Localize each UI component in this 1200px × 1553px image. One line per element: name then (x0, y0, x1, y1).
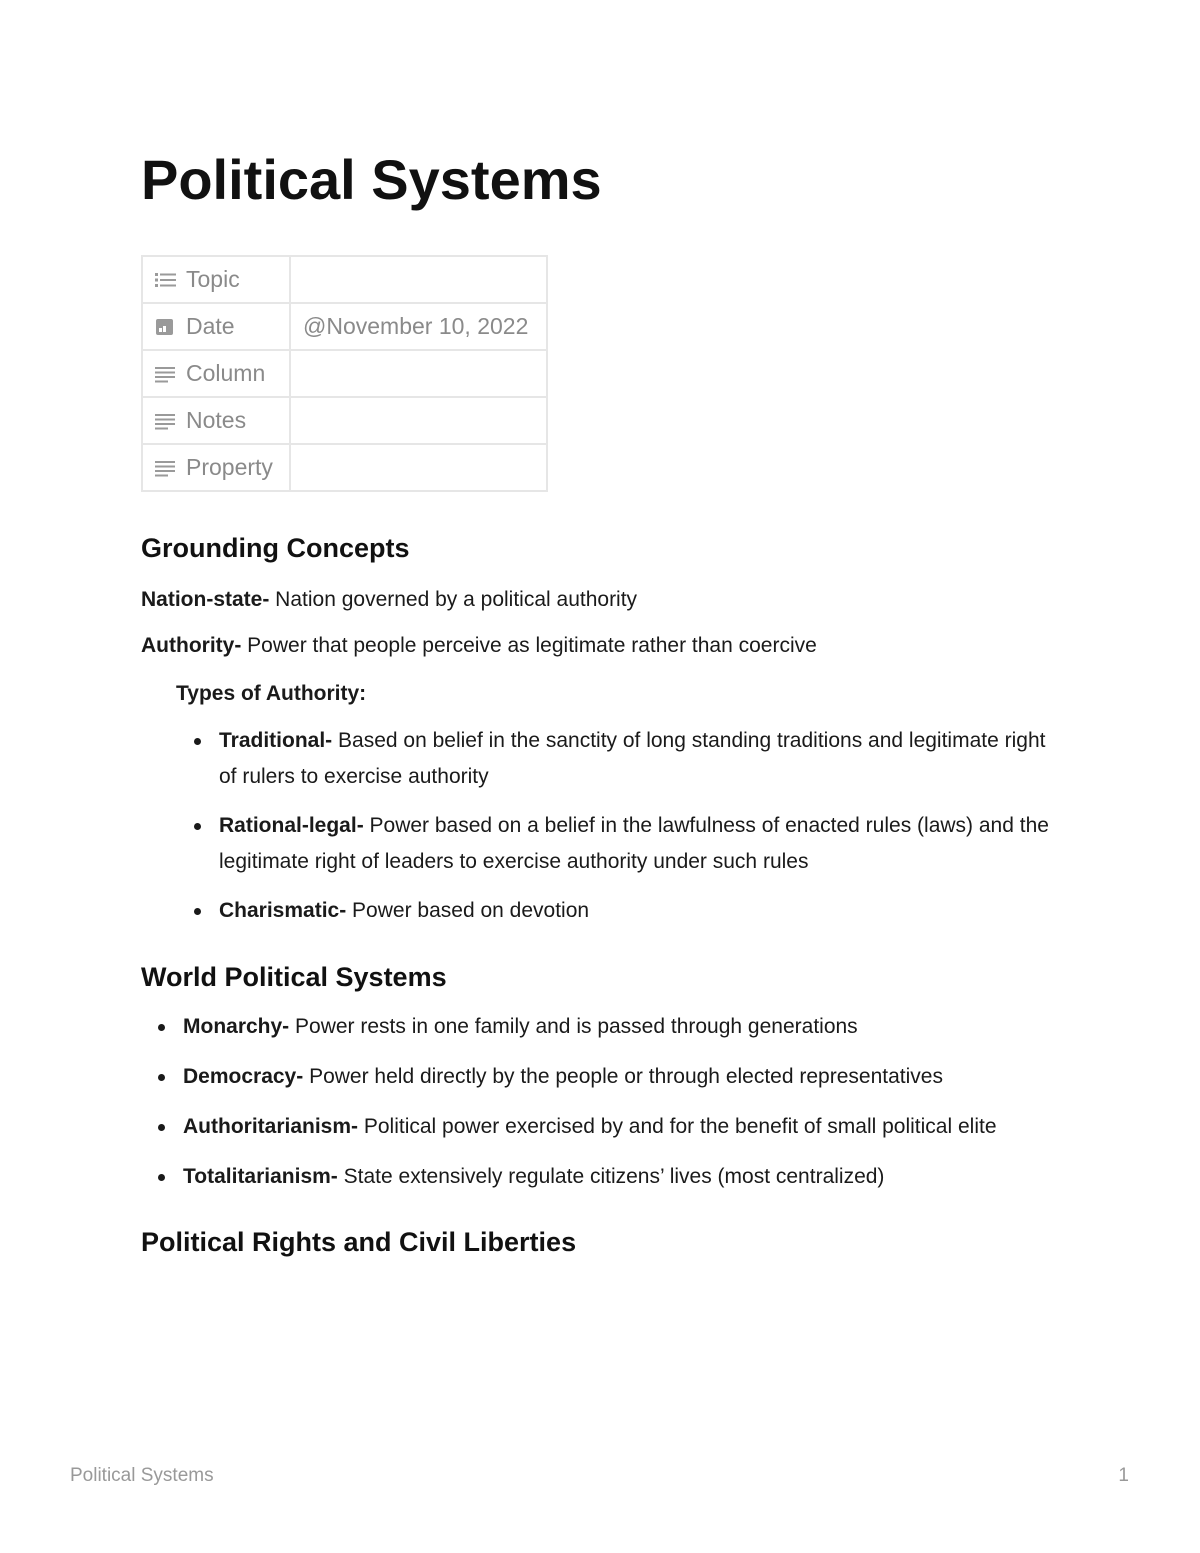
list-item: Charismatic- Power based on devotion (219, 893, 1049, 929)
property-value[interactable] (290, 256, 547, 303)
bullet-icon (158, 1174, 165, 1181)
definition-authority: Authority- Power that people perceive as legitimate rather than coercive (141, 634, 817, 657)
property-key: Property (142, 444, 290, 491)
property-value[interactable]: @November 10, 2022 (290, 303, 547, 350)
bullet-icon (158, 1074, 165, 1081)
page-number: 1 (1118, 1465, 1129, 1486)
document-body (141, 530, 1071, 1260)
property-value[interactable] (290, 350, 547, 397)
text-icon (155, 459, 177, 477)
footer-title: Political Systems (70, 1465, 214, 1486)
bullet-icon (158, 1124, 165, 1131)
world-systems-list (183, 1009, 1063, 1195)
text-icon (155, 365, 177, 383)
properties-table (141, 255, 548, 492)
page-title: Political Systems (141, 148, 602, 211)
list-item: Democracy- Power held directly by the people or through elected representatives (183, 1059, 1063, 1095)
property-value[interactable] (290, 444, 547, 491)
property-key: Topic (142, 256, 290, 303)
property-row-date[interactable] (142, 303, 547, 350)
list-item: Authoritarianism- Political power exercised by and for the benefit of small political elite (183, 1109, 1063, 1145)
definition-nation-state: Nation-state- Nation governed by a political authority (141, 588, 638, 611)
property-key: Date (142, 303, 290, 350)
section-heading-world: World Political Systems (141, 962, 447, 992)
property-row-notes[interactable] (142, 397, 547, 444)
bullet-icon (194, 738, 201, 745)
bullet-icon (194, 823, 201, 830)
section-heading-rights: Political Rights and Civil Liberties (141, 1227, 577, 1257)
property-row-property[interactable] (142, 444, 547, 491)
property-key: Column (142, 350, 290, 397)
types-of-authority-heading: Types of Authority: (176, 682, 367, 705)
property-value[interactable] (290, 397, 547, 444)
text-icon (155, 412, 177, 430)
list-item: Rational-legal- Power based on a belief in the lawfulness of enacted rules (laws) and the legitimate right of leaders to exercise authority under such rules (219, 808, 1049, 880)
bullet-icon (194, 908, 201, 915)
property-row-column[interactable] (142, 350, 547, 397)
list-item: Traditional- Based on belief in the sanctity of long standing traditions and legitimate right of rulers to exercise authority (219, 723, 1049, 795)
list-item: Totalitarianism- State extensively regulate citizens’ lives (most centralized) (183, 1159, 1063, 1195)
section-heading-grounding: Grounding Concepts (141, 533, 410, 563)
authority-types-list (219, 723, 1049, 929)
property-row-topic[interactable] (142, 256, 547, 303)
calendar-icon (155, 318, 177, 336)
list-icon (155, 271, 177, 289)
property-key: Notes (142, 397, 290, 444)
list-item: Monarchy- Power rests in one family and is passed through generations (183, 1009, 1063, 1045)
bullet-icon (158, 1024, 165, 1031)
